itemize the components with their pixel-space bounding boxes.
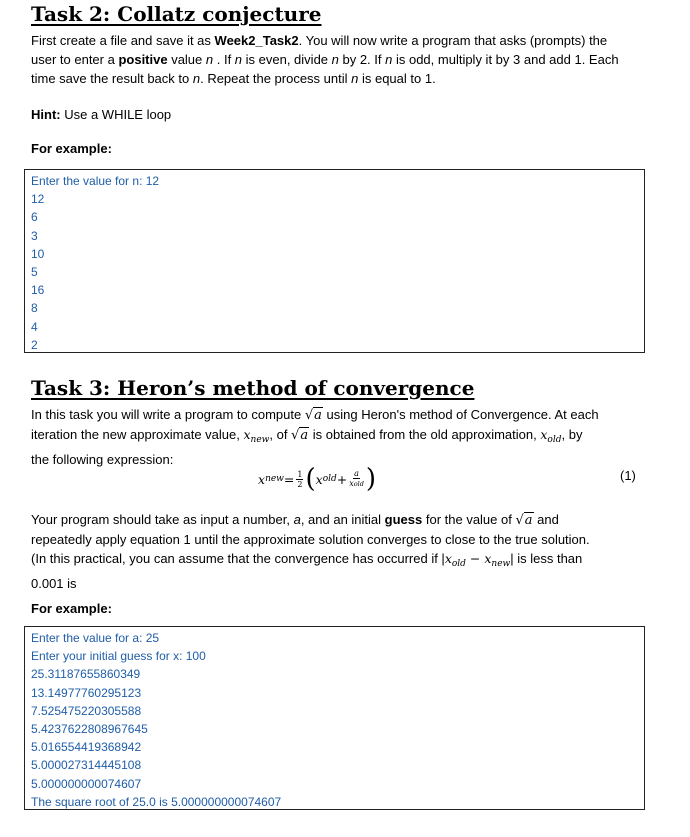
output-line: Enter your initial guess for x: 100 bbox=[31, 649, 206, 664]
task2-description: First create a file and save it as Week2_Task2. You will now write a program that asks (prompts) the user to enter a positive value n . If n is even, divide n by 2. If n is odd, multiply it by 3 and add 1. Each time save the result back to n. Repeat the process until n is equal to 1. bbox=[31, 33, 619, 86]
output-line: 5.016554419368942 bbox=[31, 740, 142, 755]
output-line: Enter the value for n: 12 bbox=[31, 174, 160, 188]
output-line: 5.000027314445108 bbox=[31, 758, 142, 773]
task3-body: Your program should take as input a number, a, and an initial guess for the value of √a and repeatedly apply equation 1 until the approximate solution converges to close to the true solution. (In this practical, you can assume that the convergence has occurred if $|x_{old} - x_{new}|$ is less than 0.001 is bbox=[31, 512, 590, 591]
output-line: The square root of 25.0 is 5.000000000074607 bbox=[31, 794, 282, 809]
output-line: 5.000000000074607 bbox=[31, 776, 142, 791]
output-line: 16 bbox=[31, 283, 45, 298]
task3-intro: In this task you will write a program to compute √a using Heron's method of Convergence. At each iteration the new approximate value, $x_{new}$, of √a is obtained from the old approximation, $x_{old}$, by the following expression: bbox=[31, 407, 599, 467]
output-line: 2 bbox=[31, 337, 38, 352]
output-line: 25.31187655860349 bbox=[31, 667, 141, 682]
half-fraction: $\frac{1}{2}$ bbox=[297, 469, 303, 489]
output-line: 13.14977760295123 bbox=[31, 685, 142, 700]
output-line: 8 bbox=[31, 301, 38, 316]
equation-number: (1) bbox=[620, 468, 636, 483]
task2-hint: Hint: Use a WHILE loop bbox=[31, 107, 172, 122]
task3-title: Task 3: Heron’s method of convergence bbox=[31, 376, 475, 400]
output-line: 5.4237622808967645 bbox=[31, 722, 148, 737]
task3-output bbox=[25, 627, 644, 811]
output-line: 5 bbox=[31, 265, 38, 280]
output-line: 6 bbox=[31, 210, 38, 225]
heron-equation: x new = $\frac{1}{2}$ ( x old + $\frac{a}{\text{xold}}$ ) bbox=[258, 464, 377, 494]
output-line: 10 bbox=[31, 246, 45, 261]
task3-output-box bbox=[24, 626, 645, 810]
task2-example-label: For example: bbox=[31, 141, 112, 156]
task2-output bbox=[25, 170, 644, 354]
task2-title: Task 2: Collatz conjecture bbox=[31, 2, 322, 26]
task2-filename: Week2_Task2 bbox=[214, 33, 299, 48]
task3-example-label: For example: bbox=[31, 601, 112, 616]
output-line: 3 bbox=[31, 228, 38, 243]
a-over-xold-fraction: $\frac{a}{\text{xold}}$ bbox=[349, 469, 364, 488]
output-line: 7.525475220305588 bbox=[31, 703, 142, 718]
output-line: 4 bbox=[31, 319, 38, 334]
output-line: Enter the value for a: 25 bbox=[31, 631, 160, 645]
output-line: 12 bbox=[31, 192, 45, 207]
task2-output-box bbox=[24, 169, 645, 353]
